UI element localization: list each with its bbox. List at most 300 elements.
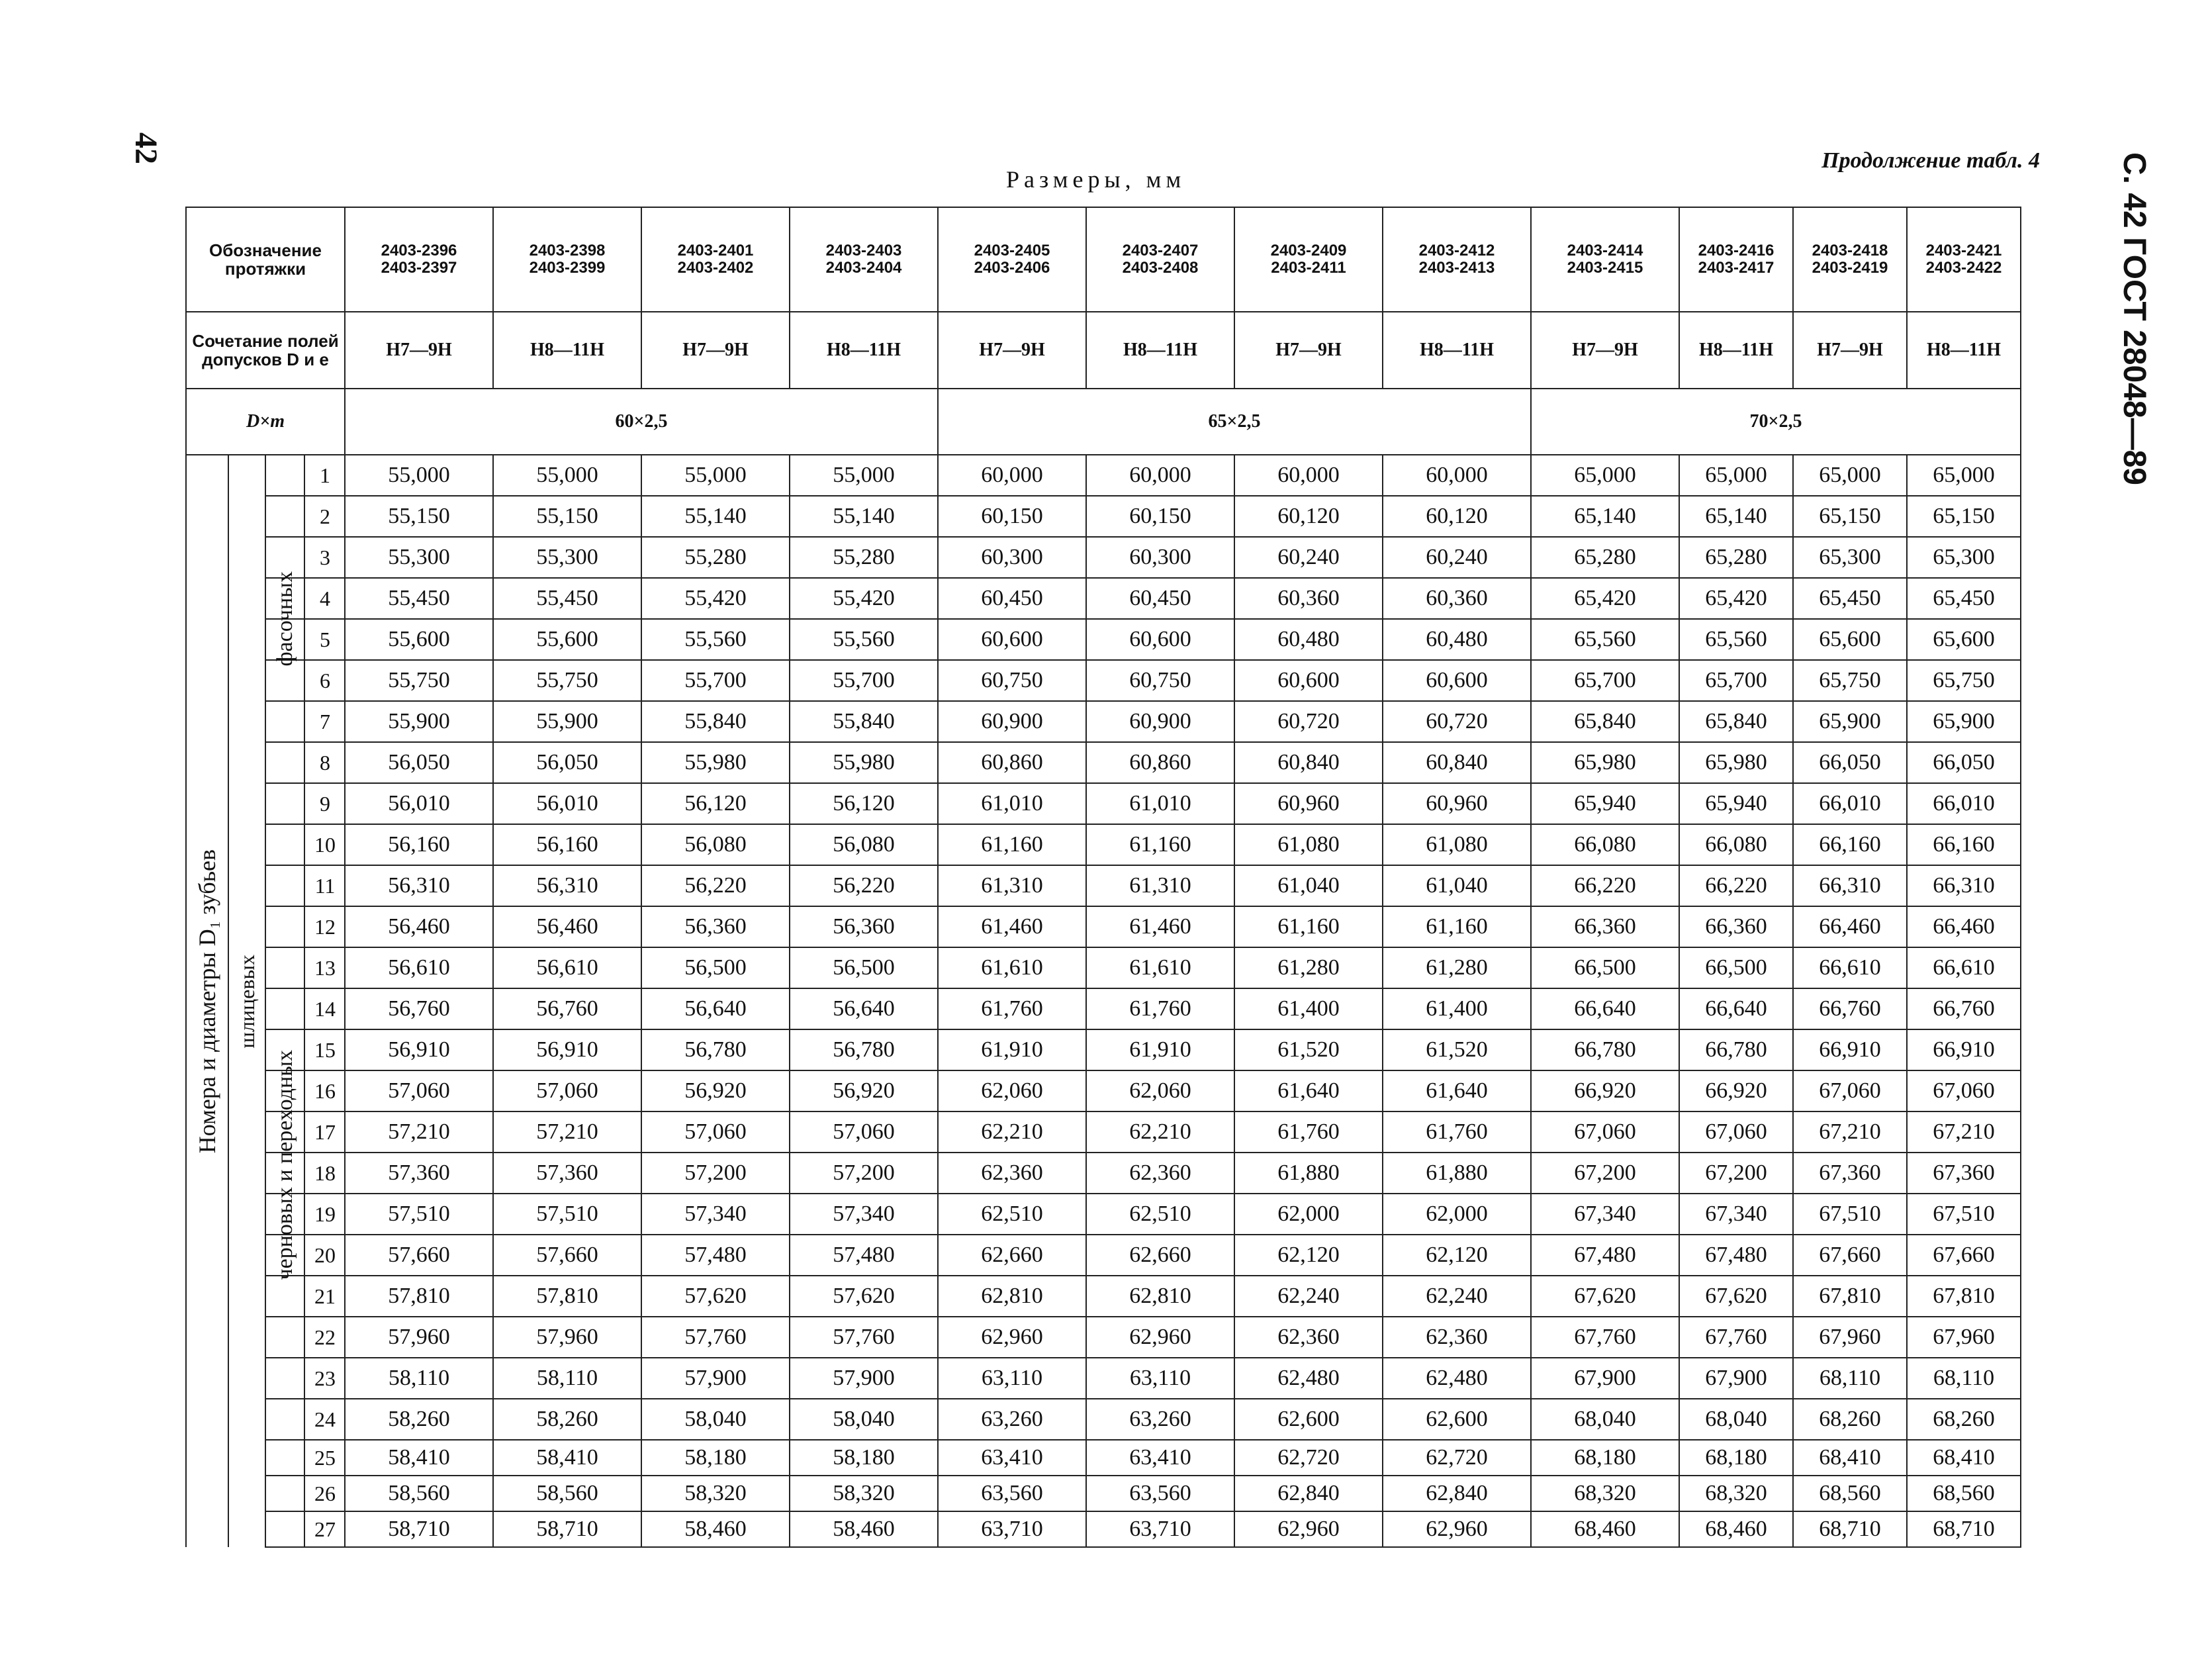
diameter-cell: 57,810 [493, 1276, 641, 1317]
table-row [186, 824, 2021, 865]
diameter-cell: 65,840 [1531, 701, 1679, 742]
diameter-cell: 55,900 [345, 701, 493, 742]
diameter-cell: 61,640 [1383, 1070, 1531, 1111]
tooth-number: 24 [265, 1399, 345, 1440]
diameter-cell: 61,910 [1086, 1029, 1234, 1070]
tooth-number: 6 [265, 660, 345, 701]
diameter-cell: 67,510 [1793, 1194, 1907, 1235]
tolerance-cell: H8—11H [1383, 312, 1531, 389]
code-cell: 2403-2403 2403-2404 [790, 207, 938, 312]
diameter-cell: 57,060 [641, 1111, 790, 1153]
diameter-cell: 61,280 [1234, 947, 1383, 988]
diameter-cell: 68,410 [1907, 1440, 2021, 1476]
diameter-cell: 57,760 [641, 1317, 790, 1358]
tolerance-cell: H7—9H [1234, 312, 1383, 389]
diameter-cell: 55,450 [345, 578, 493, 619]
diameter-cell: 56,220 [641, 865, 790, 906]
diameter-cell: 63,260 [938, 1399, 1086, 1440]
diameter-cell: 63,110 [938, 1358, 1086, 1399]
diameter-cell: 63,410 [938, 1440, 1086, 1476]
diameter-cell: 67,340 [1531, 1194, 1679, 1235]
diameter-cell: 68,180 [1531, 1440, 1679, 1476]
size-group-65: 65×2,5 [938, 389, 1531, 455]
diameter-cell: 68,460 [1679, 1511, 1793, 1547]
tooth-number: 23 [265, 1358, 345, 1399]
diameter-cell: 68,710 [1907, 1511, 2021, 1547]
diameter-cell: 57,210 [493, 1111, 641, 1153]
diameter-cell: 60,480 [1234, 619, 1383, 660]
diameter-cell: 58,560 [345, 1476, 493, 1511]
diameter-cell: 68,260 [1907, 1399, 2021, 1440]
diameter-cell: 62,660 [938, 1235, 1086, 1276]
diameter-cell: 56,780 [790, 1029, 938, 1070]
diameter-cell: 66,780 [1679, 1029, 1793, 1070]
diameter-cell: 55,300 [345, 537, 493, 578]
tooth-number: 21 [265, 1276, 345, 1317]
diameter-cell: 66,760 [1907, 988, 2021, 1029]
diameter-cell: 63,410 [1086, 1440, 1234, 1476]
diameter-cell: 66,640 [1531, 988, 1679, 1029]
diameter-cell: 66,500 [1679, 947, 1793, 988]
diameter-cell: 55,600 [493, 619, 641, 660]
diameter-cell: 56,360 [641, 906, 790, 947]
diameter-cell: 57,660 [345, 1235, 493, 1276]
diameter-cell: 55,000 [345, 455, 493, 496]
diameter-cell: 58,260 [493, 1399, 641, 1440]
diameter-cell: 56,500 [790, 947, 938, 988]
diameter-cell: 65,600 [1907, 619, 2021, 660]
diameter-cell: 62,510 [1086, 1194, 1234, 1235]
diameter-cell: 61,280 [1383, 947, 1531, 988]
diameter-cell: 65,940 [1531, 783, 1679, 824]
diameter-cell: 62,060 [938, 1070, 1086, 1111]
diameter-cell: 57,360 [493, 1153, 641, 1194]
diameter-cell: 61,460 [1086, 906, 1234, 947]
diameter-cell: 56,310 [493, 865, 641, 906]
diameter-cell: 65,560 [1679, 619, 1793, 660]
diameter-cell: 66,080 [1679, 824, 1793, 865]
diameter-cell: 65,000 [1793, 455, 1907, 496]
diameter-cell: 65,000 [1679, 455, 1793, 496]
tooth-number: 13 [265, 947, 345, 988]
diameter-cell: 56,910 [493, 1029, 641, 1070]
diameter-cell: 58,460 [641, 1511, 790, 1547]
diameter-cell: 62,360 [1086, 1153, 1234, 1194]
diameter-cell: 58,110 [345, 1358, 493, 1399]
diameter-cell: 62,120 [1234, 1235, 1383, 1276]
diameter-cell: 55,000 [641, 455, 790, 496]
tolerance-cell: H7—9H [1793, 312, 1907, 389]
diameter-cell: 68,040 [1531, 1399, 1679, 1440]
diameter-cell: 62,480 [1383, 1358, 1531, 1399]
diameter-cell: 66,500 [1531, 947, 1679, 988]
diameter-cell: 65,140 [1531, 496, 1679, 537]
diameter-cell: 58,040 [641, 1399, 790, 1440]
diameter-cell: 55,280 [790, 537, 938, 578]
diameter-cell: 60,000 [1086, 455, 1234, 496]
diameter-cell: 55,150 [345, 496, 493, 537]
diameter-cell: 67,060 [1907, 1070, 2021, 1111]
diameter-cell: 61,610 [1086, 947, 1234, 988]
diameter-cell: 61,760 [1383, 1111, 1531, 1153]
diameter-cell: 67,060 [1679, 1111, 1793, 1153]
table-row [186, 701, 2021, 742]
diameter-cell: 62,510 [938, 1194, 1086, 1235]
header-row-tolerance [186, 312, 2021, 389]
diameter-cell: 67,360 [1793, 1153, 1907, 1194]
diameter-cell: 55,140 [641, 496, 790, 537]
tooth-number: 26 [265, 1476, 345, 1511]
table-row [186, 1235, 2021, 1276]
tooth-number: 5 [265, 619, 345, 660]
table-row [186, 1276, 2021, 1317]
row-group-label-spline [228, 455, 265, 1547]
diameter-cell: 60,300 [938, 537, 1086, 578]
code-cell: 2403-2409 2403-2411 [1234, 207, 1383, 312]
diameter-cell: 65,140 [1679, 496, 1793, 537]
diameter-cell: 66,910 [1793, 1029, 1907, 1070]
table-row [186, 1358, 2021, 1399]
diameter-cell: 67,760 [1679, 1317, 1793, 1358]
diameter-cell: 55,150 [493, 496, 641, 537]
diameter-cell: 67,340 [1679, 1194, 1793, 1235]
chamfer-group-label-text: фасочных [273, 571, 297, 667]
diameter-cell: 66,050 [1907, 742, 2021, 783]
tooth-number: 1 [265, 455, 345, 496]
diameter-cell: 67,810 [1793, 1276, 1907, 1317]
diameter-cell: 60,300 [1086, 537, 1234, 578]
diameter-cell: 56,460 [345, 906, 493, 947]
diameter-cell: 63,560 [938, 1476, 1086, 1511]
diameter-cell: 68,560 [1793, 1476, 1907, 1511]
diameter-cell: 56,050 [493, 742, 641, 783]
page-number: 42 [128, 132, 163, 164]
code-cell: 2403-2412 2403-2413 [1383, 207, 1531, 312]
tooth-number: 25 [265, 1440, 345, 1476]
diameter-cell: 62,840 [1234, 1476, 1383, 1511]
table-continuation-label: Продолжение табл. 4 [1821, 148, 2040, 173]
diameter-cell: 67,620 [1531, 1276, 1679, 1317]
diameter-cell: 60,720 [1383, 701, 1531, 742]
diameter-cell: 55,980 [641, 742, 790, 783]
tooth-number: 3 [265, 537, 345, 578]
table-row [186, 906, 2021, 947]
diameter-cell: 60,720 [1234, 701, 1383, 742]
diameter-cell: 66,910 [1907, 1029, 2021, 1070]
diameter-cell: 62,660 [1086, 1235, 1234, 1276]
diameter-cell: 65,600 [1793, 619, 1907, 660]
diameter-cell: 60,750 [1086, 660, 1234, 701]
tooth-number: 22 [265, 1317, 345, 1358]
code-cell: 2403-2405 2403-2406 [938, 207, 1086, 312]
diameter-cell: 56,460 [493, 906, 641, 947]
diameter-cell: 61,310 [1086, 865, 1234, 906]
diameter-cell: 60,480 [1383, 619, 1531, 660]
diameter-cell: 57,810 [345, 1276, 493, 1317]
diameter-cell: 58,560 [493, 1476, 641, 1511]
diameter-cell: 61,760 [1086, 988, 1234, 1029]
diameter-cell: 55,140 [790, 496, 938, 537]
diameter-cell: 67,210 [1793, 1111, 1907, 1153]
diameter-cell: 66,050 [1793, 742, 1907, 783]
diameter-cell: 57,960 [493, 1317, 641, 1358]
table-row [186, 1317, 2021, 1358]
table-row [186, 783, 2021, 824]
diameter-cell: 66,760 [1793, 988, 1907, 1029]
diameter-cell: 67,960 [1793, 1317, 1907, 1358]
diameter-cell: 67,900 [1679, 1358, 1793, 1399]
tooth-number: 2 [265, 496, 345, 537]
code-cell: 2403-2418 2403-2419 [1793, 207, 1907, 312]
tooth-number: 12 [265, 906, 345, 947]
tolerance-cell: H8—11H [1907, 312, 2021, 389]
diameter-cell: 57,200 [790, 1153, 938, 1194]
diameter-cell: 67,810 [1907, 1276, 2021, 1317]
diameter-cell: 56,640 [790, 988, 938, 1029]
header-row-size [186, 389, 2021, 455]
diameter-cell: 58,040 [790, 1399, 938, 1440]
diameter-cell: 56,120 [641, 783, 790, 824]
diameter-cell: 60,240 [1234, 537, 1383, 578]
diameter-cell: 68,110 [1793, 1358, 1907, 1399]
diameter-cell: 55,000 [493, 455, 641, 496]
diameter-cell: 55,420 [790, 578, 938, 619]
diameter-cell: 61,880 [1234, 1153, 1383, 1194]
table-row [186, 619, 2021, 660]
diameter-cell: 55,560 [641, 619, 790, 660]
tooth-number: 19 [265, 1194, 345, 1235]
diameter-cell: 55,450 [493, 578, 641, 619]
diameter-cell: 66,460 [1793, 906, 1907, 947]
diameter-cell: 62,960 [938, 1317, 1086, 1358]
tolerance-cell: H7—9H [345, 312, 493, 389]
diameter-cell: 61,910 [938, 1029, 1086, 1070]
code-cell: 2403-2416 2403-2417 [1679, 207, 1793, 312]
diameter-cell: 61,160 [1383, 906, 1531, 947]
diameter-cell: 57,480 [641, 1235, 790, 1276]
diameter-cell: 67,620 [1679, 1276, 1793, 1317]
diameter-cell: 58,320 [641, 1476, 790, 1511]
diameter-cell: 61,640 [1234, 1070, 1383, 1111]
diameter-cell: 62,720 [1383, 1440, 1531, 1476]
diameter-cell: 62,600 [1234, 1399, 1383, 1440]
diameter-cell: 63,110 [1086, 1358, 1234, 1399]
diameter-cell: 65,150 [1907, 496, 2021, 537]
diameter-cell: 57,060 [493, 1070, 641, 1111]
diameter-cell: 60,860 [938, 742, 1086, 783]
tooth-number: 7 [265, 701, 345, 742]
diameter-cell: 66,010 [1793, 783, 1907, 824]
tolerance-cell: H7—9H [1531, 312, 1679, 389]
code-cell: 2403-2414 2403-2415 [1531, 207, 1679, 312]
diameter-cell: 57,960 [345, 1317, 493, 1358]
diameter-cell: 66,610 [1793, 947, 1907, 988]
diameter-cell: 60,450 [1086, 578, 1234, 619]
diameter-cell: 61,610 [938, 947, 1086, 988]
diameter-cell: 65,750 [1793, 660, 1907, 701]
diameter-cell: 55,900 [493, 701, 641, 742]
diameter-cell: 56,500 [641, 947, 790, 988]
diameter-cell: 65,150 [1793, 496, 1907, 537]
diameter-cell: 56,920 [641, 1070, 790, 1111]
diameter-cell: 62,360 [1234, 1317, 1383, 1358]
diameter-cell: 56,920 [790, 1070, 938, 1111]
diameter-cell: 55,700 [790, 660, 938, 701]
diameter-cell: 57,480 [790, 1235, 938, 1276]
spline-label-text: шлицевых [234, 954, 259, 1049]
table-row [186, 1476, 2021, 1511]
diameter-cell: 56,760 [493, 988, 641, 1029]
table-row [186, 1440, 2021, 1476]
diameter-cell: 61,400 [1234, 988, 1383, 1029]
diameter-cell: 60,750 [938, 660, 1086, 701]
diameter-cell: 60,120 [1234, 496, 1383, 537]
diameter-cell: 62,000 [1234, 1194, 1383, 1235]
diameter-cell: 57,660 [493, 1235, 641, 1276]
diameter-cell: 55,560 [790, 619, 938, 660]
diameter-cell: 56,910 [345, 1029, 493, 1070]
diameter-cell: 67,200 [1531, 1153, 1679, 1194]
diameter-cell: 62,360 [1383, 1317, 1531, 1358]
diameter-cell: 60,600 [938, 619, 1086, 660]
diameter-cell: 65,280 [1679, 537, 1793, 578]
diameter-cell: 57,900 [641, 1358, 790, 1399]
diameter-cell: 68,710 [1793, 1511, 1907, 1547]
diameter-cell: 66,160 [1793, 824, 1907, 865]
tooth-number: 18 [265, 1153, 345, 1194]
diameter-cell: 65,560 [1531, 619, 1679, 660]
diameter-cell: 65,700 [1531, 660, 1679, 701]
diameter-cell: 63,710 [938, 1511, 1086, 1547]
diameter-cell: 57,620 [790, 1276, 938, 1317]
diameter-cell: 60,960 [1383, 783, 1531, 824]
diameter-cell: 65,000 [1907, 455, 2021, 496]
diameter-cell: 61,400 [1383, 988, 1531, 1029]
diameter-cell: 60,450 [938, 578, 1086, 619]
diameter-cell: 58,260 [345, 1399, 493, 1440]
diameter-cell: 67,060 [1793, 1070, 1907, 1111]
diameter-cell: 62,810 [1086, 1276, 1234, 1317]
code-cell: 2403-2407 2403-2408 [1086, 207, 1234, 312]
diameter-cell: 61,040 [1383, 865, 1531, 906]
diameter-cell: 66,610 [1907, 947, 2021, 988]
diameter-cell: 56,080 [790, 824, 938, 865]
diameter-cell: 56,120 [790, 783, 938, 824]
diameter-cell: 60,840 [1234, 742, 1383, 783]
diameter-cell: 65,750 [1907, 660, 2021, 701]
diameter-cell: 61,160 [938, 824, 1086, 865]
tooth-number: 16 [265, 1070, 345, 1111]
diameter-cell: 56,160 [493, 824, 641, 865]
diameter-cell: 60,600 [1383, 660, 1531, 701]
rough-group-label [267, 783, 305, 1547]
tooth-number: 27 [265, 1511, 345, 1547]
diameter-cell: 62,210 [1086, 1111, 1234, 1153]
dimensions-table [185, 207, 2021, 1548]
diameter-cell: 67,360 [1907, 1153, 2021, 1194]
diameter-cell: 65,840 [1679, 701, 1793, 742]
table-row [186, 947, 2021, 988]
diameter-cell: 67,480 [1679, 1235, 1793, 1276]
diameter-cell: 56,640 [641, 988, 790, 1029]
diameter-cell: 55,300 [493, 537, 641, 578]
diameter-cell: 67,960 [1907, 1317, 2021, 1358]
diameter-cell: 58,710 [345, 1511, 493, 1547]
table-row [186, 660, 2021, 701]
table-row [186, 1153, 2021, 1194]
diameter-cell: 68,260 [1793, 1399, 1907, 1440]
diameter-cell: 55,750 [345, 660, 493, 701]
diameter-cell: 65,980 [1531, 742, 1679, 783]
diameter-cell: 61,760 [1234, 1111, 1383, 1153]
diameter-cell: 66,920 [1531, 1070, 1679, 1111]
diameter-cell: 63,710 [1086, 1511, 1234, 1547]
diameter-cell: 61,460 [938, 906, 1086, 947]
units-title: Размеры, мм [1006, 166, 1186, 193]
diameter-cell: 58,410 [345, 1440, 493, 1476]
diameter-cell: 60,900 [938, 701, 1086, 742]
tooth-number: 10 [265, 824, 345, 865]
diameter-cell: 60,360 [1234, 578, 1383, 619]
diameter-cell: 62,480 [1234, 1358, 1383, 1399]
diameter-cell: 61,760 [938, 988, 1086, 1029]
diameter-cell: 66,310 [1793, 865, 1907, 906]
diameter-cell: 62,960 [1086, 1317, 1234, 1358]
diameter-cell: 60,860 [1086, 742, 1234, 783]
diameter-cell: 68,320 [1679, 1476, 1793, 1511]
tooth-number: 15 [265, 1029, 345, 1070]
diameter-cell: 65,300 [1793, 537, 1907, 578]
table-row [186, 1399, 2021, 1440]
diameter-cell: 65,300 [1907, 537, 2021, 578]
diameter-cell: 57,340 [790, 1194, 938, 1235]
diameter-cell: 66,160 [1907, 824, 2021, 865]
diameter-cell: 55,700 [641, 660, 790, 701]
diameter-cell: 56,760 [345, 988, 493, 1029]
diameter-cell: 61,080 [1234, 824, 1383, 865]
diameter-cell: 60,000 [938, 455, 1086, 496]
diameter-cell: 56,610 [493, 947, 641, 988]
size-group-60: 60×2,5 [345, 389, 938, 455]
diameter-cell: 58,110 [493, 1358, 641, 1399]
diameter-cell: 58,410 [493, 1440, 641, 1476]
diameter-cell: 67,510 [1907, 1194, 2021, 1235]
diameter-cell: 55,980 [790, 742, 938, 783]
diameter-cell: 65,900 [1907, 701, 2021, 742]
diameter-cell: 62,060 [1086, 1070, 1234, 1111]
code-cell: 2403-2396 2403-2397 [345, 207, 493, 312]
diameter-cell: 55,000 [790, 455, 938, 496]
diameter-cell: 55,420 [641, 578, 790, 619]
diameter-cell: 57,510 [493, 1194, 641, 1235]
diameter-cell: 60,360 [1383, 578, 1531, 619]
table-body [186, 455, 2021, 1547]
table-row [186, 1194, 2021, 1235]
diameter-cell: 56,780 [641, 1029, 790, 1070]
tooth-number: 8 [265, 742, 345, 783]
tolerance-cell: H7—9H [938, 312, 1086, 389]
table-row [186, 496, 2021, 537]
diameter-cell: 67,210 [1907, 1111, 2021, 1153]
diameter-cell: 56,010 [345, 783, 493, 824]
rough-group-label-text: черновых и переходных [273, 1050, 297, 1280]
diameter-cell: 57,060 [790, 1111, 938, 1153]
diameter-cell: 68,320 [1531, 1476, 1679, 1511]
diameter-cell: 65,940 [1679, 783, 1793, 824]
diameter-cell: 62,720 [1234, 1440, 1383, 1476]
diameter-cell: 66,460 [1907, 906, 2021, 947]
tooth-number: 20 [265, 1235, 345, 1276]
